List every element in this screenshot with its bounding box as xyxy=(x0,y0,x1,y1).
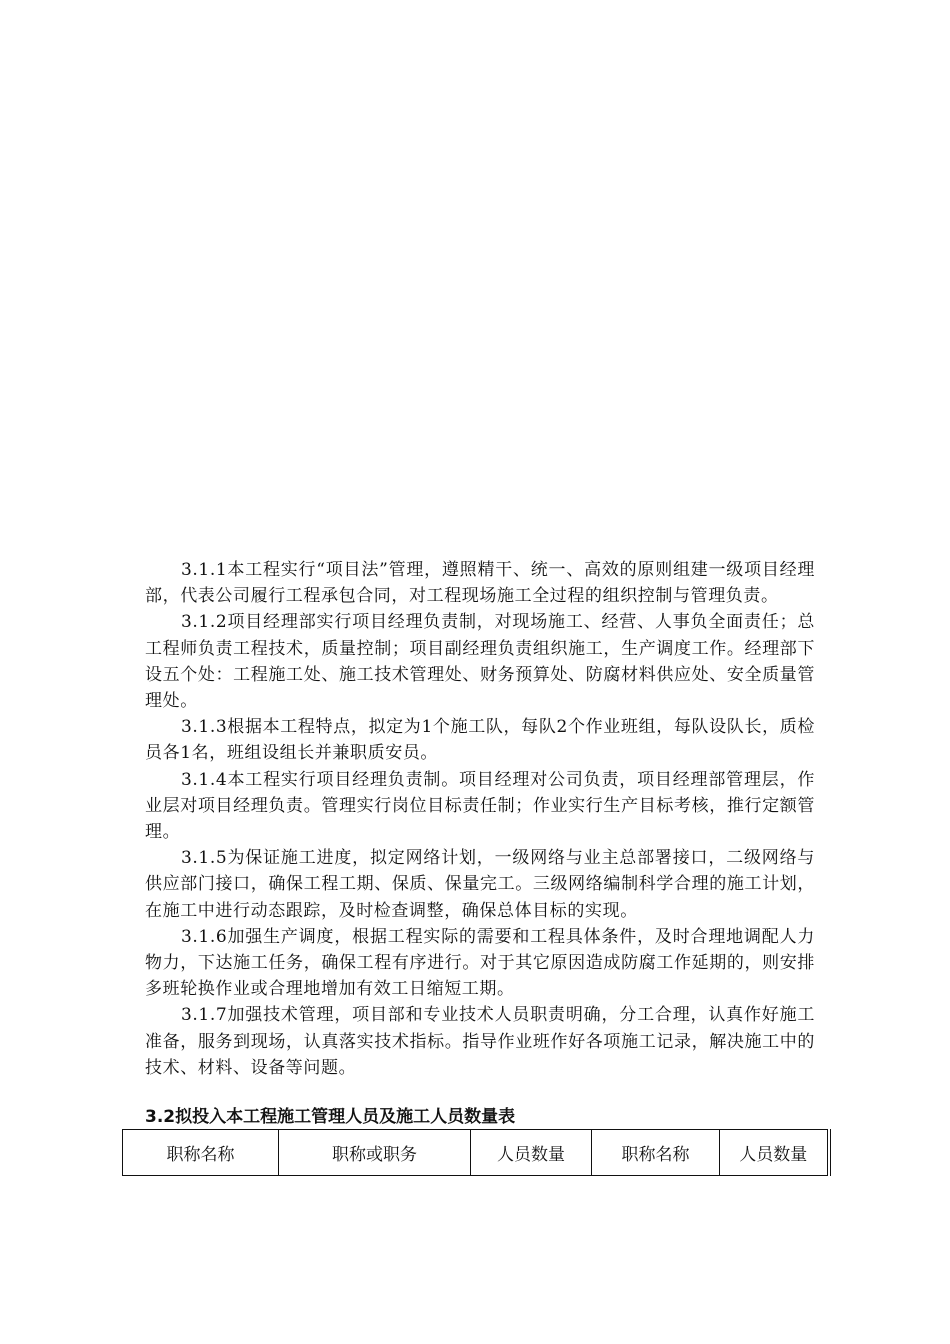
staff-count-table xyxy=(122,1129,831,1176)
table-header-cell: 人员数量 xyxy=(720,1130,829,1176)
table-header-row xyxy=(123,1130,829,1176)
paragraph-3-1-4: 3.1.4本工程实行项目经理负责制。项目经理对公司负责，项目经理部管理层，作业层对项目经理负责。管理实行岗位目标责任制；作业实行生产目标考核，推行定额管理。 xyxy=(145,769,815,843)
section-heading: 3.2拟投入本工程施工管理人员及施工人员数量表 xyxy=(145,1107,516,1127)
paragraph-3-1-5: 3.1.5为保证施工进度，拟定网络计划，一级网络与业主总部署接口，二级网络与供应部门接口，确保工程工期、保质、保量完工。三级网络编制科学合理的施工计划，在施工中进行动态跟踪，及时检查调整，确保总体目标的实现。 xyxy=(145,848,815,921)
paragraph-3-1-3: 3.1.3根据本工程特点，拟定为1个施工队，每队2个作业班组，每队设队长，质检员各1名，班组设组长并兼职质安员。 xyxy=(145,717,815,764)
paragraph-3-1-2: 3.1.2项目经理部实行项目经理负责制，对现场施工、经营、人事负全面责任；总工程师负责工程技术，质量控制；项目副经理负责组织施工，生产调度工作。经理部下设五个处：工程施工处、施工技术管理处、财务预算处、防腐材料供应处、安全质量管理处。 xyxy=(145,612,815,712)
table-header-cell: 职称名称 xyxy=(123,1130,279,1176)
body-text xyxy=(145,557,815,1081)
paragraph-3-1-7: 3.1.7加强技术管理，项目部和专业技术人员职责明确，分工合理，认真作好施工准备，服务到现场，认真落实技术指标。指导作业班作好各项施工记录，解决施工中的技术、材料、设备等问题。 xyxy=(145,1005,815,1078)
paragraph-3-1-1: 3.1.1本工程实行“项目法”管理，遵照精干、统一、高效的原则组建一级项目经理部，代表公司履行工程承包合同，对工程现场施工全过程的组织控制与管理负责。 xyxy=(145,560,815,607)
table-header-cell: 人员数量 xyxy=(471,1130,592,1176)
table-header-cell: 职称或职务 xyxy=(279,1130,471,1176)
table-header-cell: 职称名称 xyxy=(592,1130,720,1176)
paragraph-3-1-6: 3.1.6加强生产调度，根据工程实际的需要和工程具体条件，及时合理地调配人力物力，下达施工任务，确保工程有序进行。对于其它原因造成防腐工作延期的，则安排多班轮换作业或合理地增加有效工日缩短工期。 xyxy=(145,926,815,1000)
